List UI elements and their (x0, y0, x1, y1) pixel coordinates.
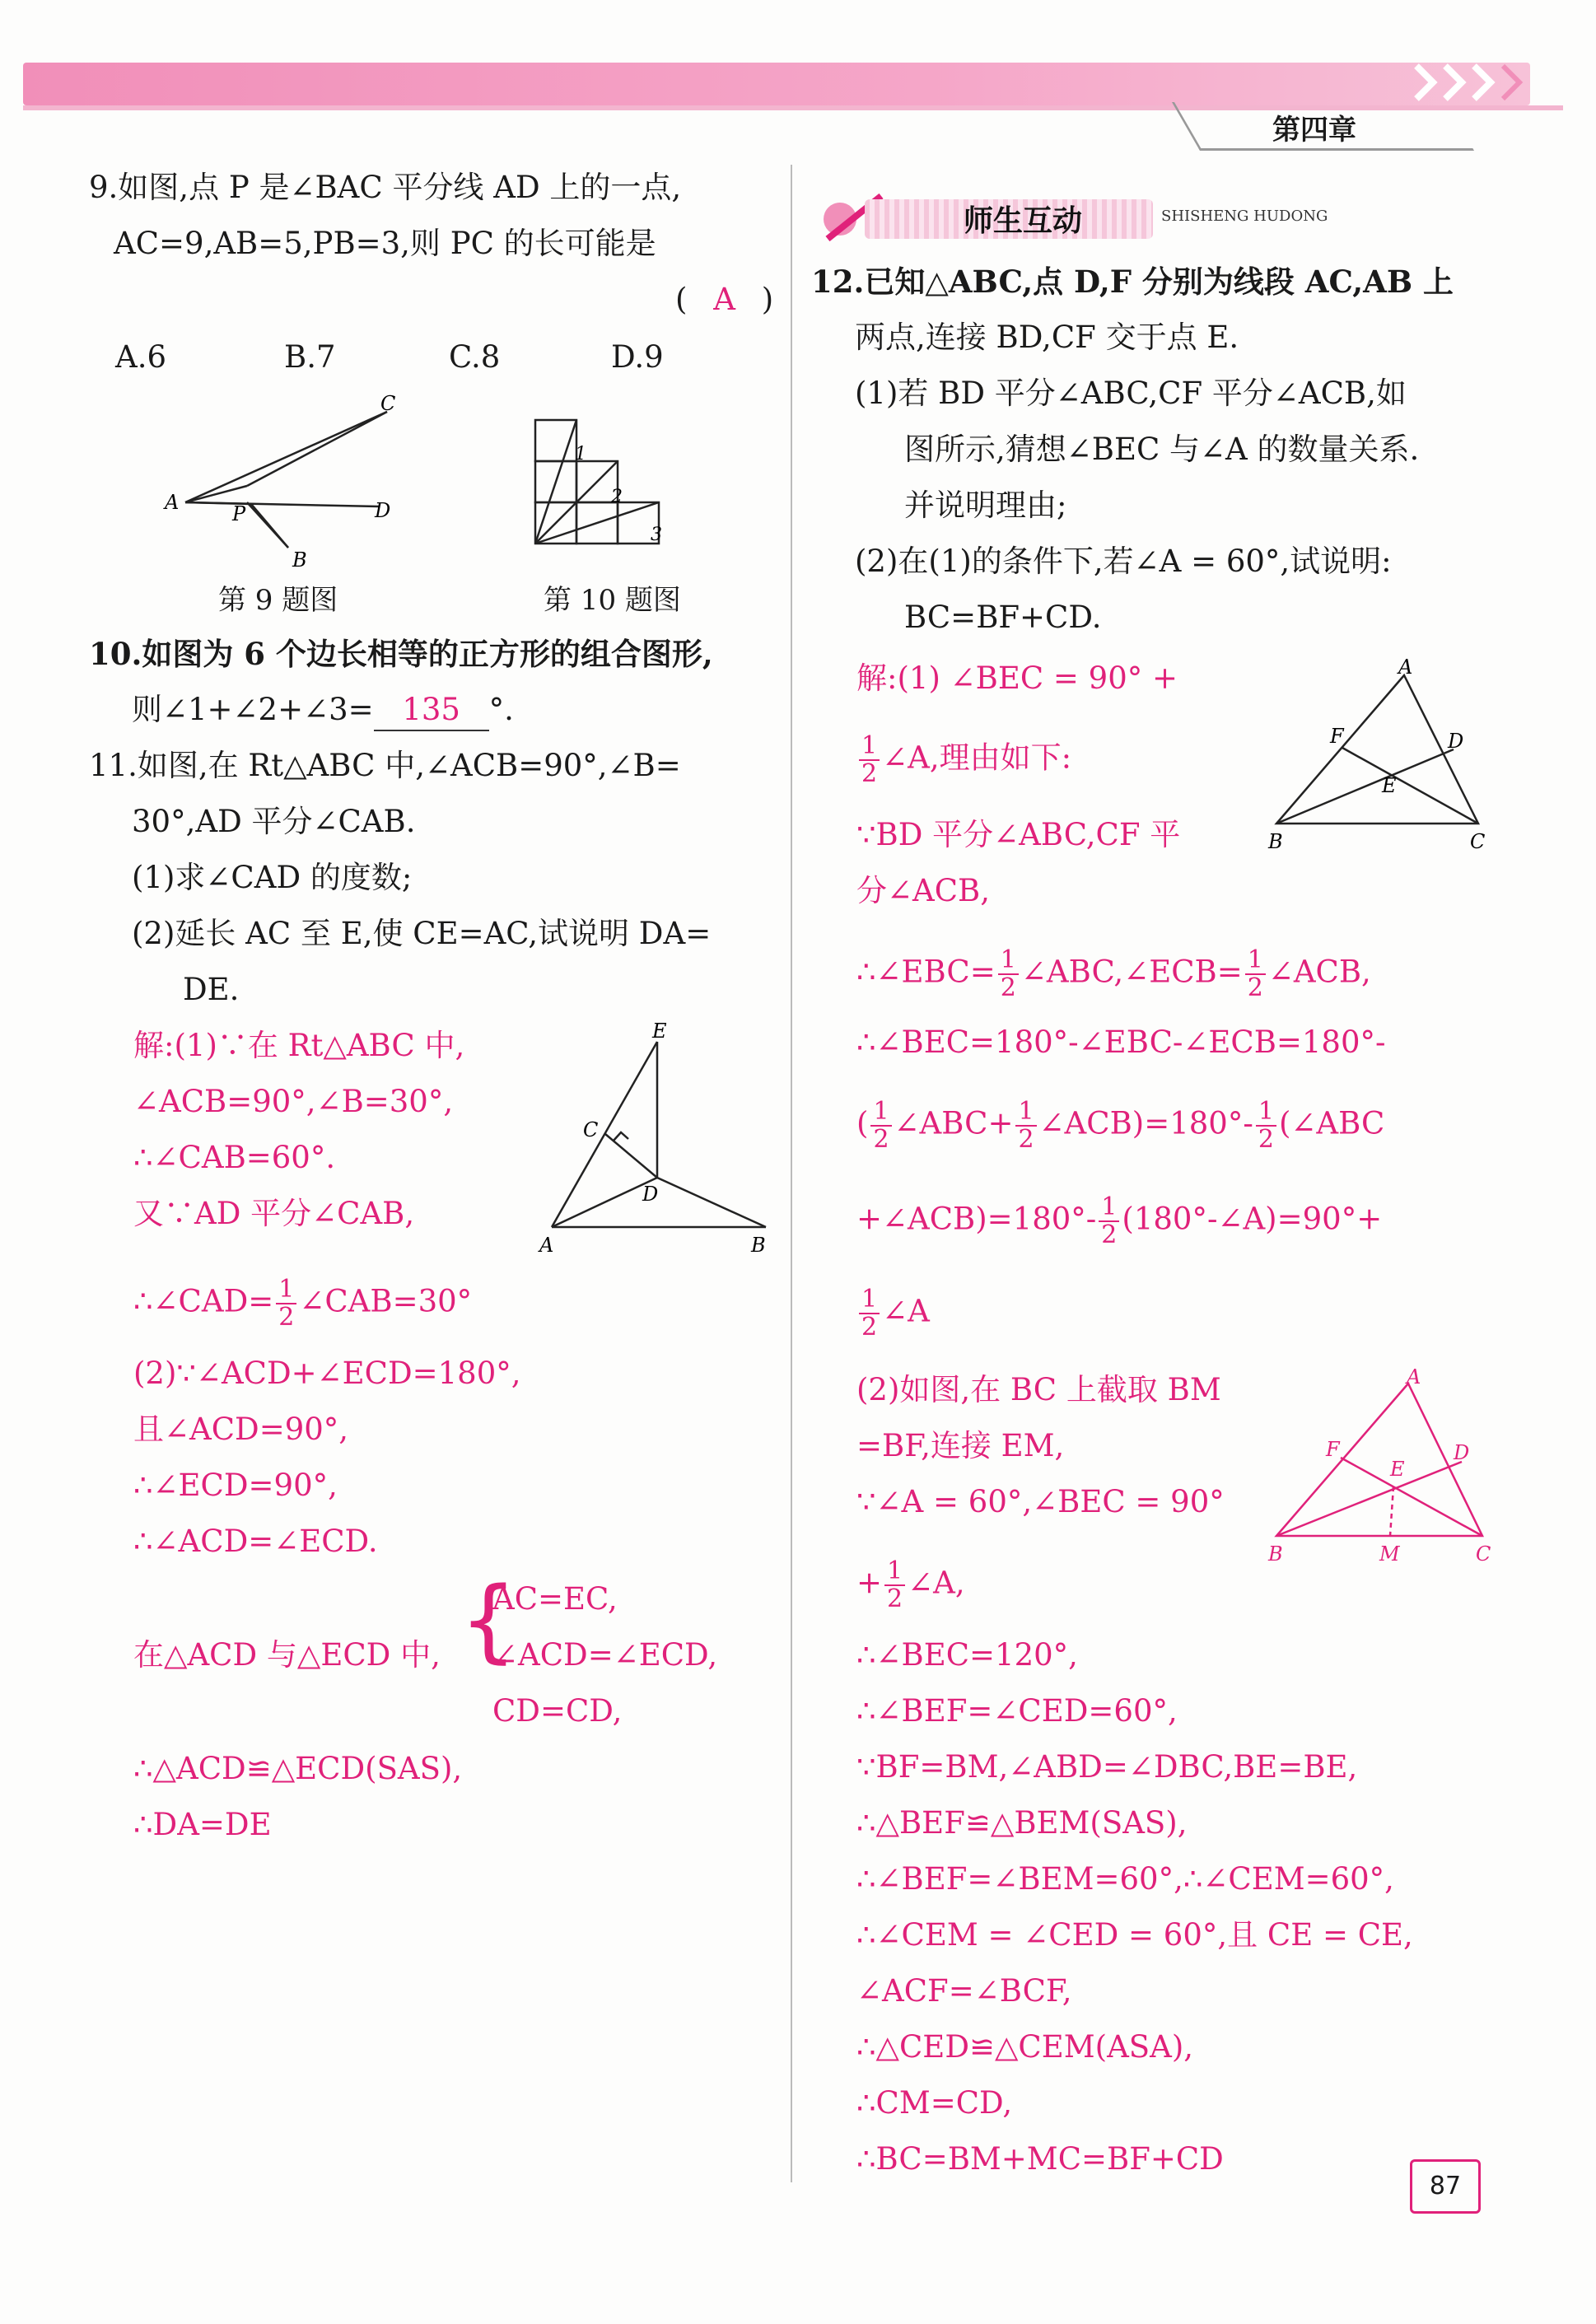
q12-sol-3: ∵BD 平分∠ABC,CF 平 (856, 817, 1181, 852)
q12-sol-13-pre: + (856, 1565, 883, 1601)
q11-sol-5 (133, 1276, 472, 1331)
q9-label-d: D (375, 499, 391, 522)
q12-fig1-label-b: B (1268, 830, 1283, 853)
q10-fig-caption: 第 10 题图 (544, 584, 681, 617)
section-header (815, 189, 1342, 247)
q9-fig-caption: 第 9 题图 (218, 584, 338, 617)
q9-answer: A (713, 282, 735, 317)
q11-line5: DE. (183, 972, 240, 1007)
frac-den: 2 (873, 1125, 889, 1154)
q10-angle-2: 2 (611, 487, 623, 507)
q12-fig2-label-c: C (1476, 1542, 1491, 1566)
q12-line4: 图所示,猜想∠BEC 与∠A 的数量关系. (904, 432, 1420, 467)
q12-sol-6: ∴∠BEC=180°-∠EBC-∠ECB=180°- (856, 1024, 1386, 1060)
q11-sol-12: ∴DA=DE (133, 1807, 272, 1842)
q12-sol-5-c: ∠ACB, (1267, 954, 1371, 990)
q12-fig2-label-m: M (1379, 1542, 1400, 1566)
frac-num: 1 (1015, 1099, 1036, 1127)
q9-answer-row (675, 280, 773, 320)
q12-sol-2 (856, 733, 1071, 787)
frac-num: 1 (1099, 1194, 1119, 1222)
frac-num: 1 (884, 1558, 905, 1586)
q12-sol-16: ∵BF=BM,∠ABD=∠DBC,BE=BE, (856, 1749, 1358, 1785)
q12-sol-8 (856, 1194, 1382, 1248)
q9-option-d: D.9 (611, 339, 664, 375)
q11-sol-10-pre: 在△ACD 与△ECD 中, (133, 1637, 441, 1673)
q11-sol-1: 解:(1)∵在 Rt△ABC 中, (133, 1028, 465, 1063)
header-arrows-icon (1400, 58, 1532, 107)
q11-figure (535, 1021, 782, 1260)
q12-sol-13-post: ∠A, (908, 1565, 965, 1601)
q12-line5: 并说明理由; (904, 488, 1067, 523)
q12-line2: 两点,连接 BD,CF 交于点 E. (855, 320, 1239, 355)
q12-fig1-label-d: D (1448, 730, 1464, 753)
q9-label-b: B (292, 548, 307, 572)
q12-sol-7-a: ( (856, 1105, 869, 1141)
frac-den: 2 (1000, 973, 1016, 1002)
q12-sol-7-c: ∠ACB)=180°- (1038, 1105, 1253, 1141)
q12-sol-11: =BF,连接 EM, (856, 1428, 1065, 1463)
q11-sol-9: ∴∠ACD=∠ECD. (133, 1524, 378, 1559)
q12-fig1-label-c: C (1470, 830, 1486, 853)
q11-sol-10-c: CD=CD, (492, 1693, 623, 1729)
q10-line2 (132, 690, 514, 731)
q11-label-e: E (652, 1021, 667, 1043)
q9-figure (156, 387, 420, 585)
q12-fig1-label-e: E (1382, 774, 1397, 797)
q12-sol-2-num: 1 (859, 733, 880, 761)
q11-sol-11: ∴△ACD≌△ECD(SAS), (133, 1751, 463, 1786)
q12-line7: BC=BF+CD. (904, 600, 1102, 635)
q10-angle-1: 1 (575, 444, 586, 464)
q12-figure-1 (1260, 651, 1491, 856)
section-title: 师生互动 (964, 204, 1083, 238)
q12-sol-7 (856, 1099, 1384, 1153)
q10-line1: 10.如图为 6 个边长相等的正方形的组合图形, (89, 636, 713, 672)
q9-label-p: P (232, 502, 246, 525)
q12-sol-5-frac2 (1245, 947, 1266, 1001)
q12-sol-7-d: (∠ABC (1278, 1105, 1385, 1141)
q12-sol-5 (856, 947, 1371, 1001)
q10-angle-3: 3 (651, 525, 662, 545)
q12-sol-2-den: 2 (861, 759, 878, 788)
q12-fig2-label-e: E (1390, 1458, 1405, 1481)
q12-sol-13-frac (884, 1558, 905, 1612)
q12-sol-8-a: +∠ACB)=180°- (856, 1201, 1097, 1237)
frac-den: 2 (1258, 1125, 1274, 1154)
frac-den: 2 (1018, 1125, 1034, 1154)
q11-label-b: B (751, 1234, 766, 1257)
column-divider (791, 165, 792, 2182)
q12-sol-13 (856, 1558, 965, 1612)
q9-label-a: A (165, 491, 180, 514)
q12-sol-1: 解:(1) ∠BEC = 90° + (856, 660, 1178, 696)
q12-sol-2-post: ∠A,理由如下: (882, 740, 1072, 776)
q11-sol-8: ∴∠ECD=90°, (133, 1468, 338, 1503)
q12-sol-5-b: ∠ABC,∠ECB= (1020, 954, 1243, 990)
q11-sol-5-num: 1 (276, 1276, 296, 1304)
q12-sol-15: ∴∠BEF=∠CED=60°, (856, 1693, 1178, 1729)
q11-line2: 30°,AD 平分∠CAB. (132, 804, 416, 839)
q10-line2-suffix: °. (488, 692, 514, 727)
q12-line1: 12.已知△ABC,点 D,F 分别为线段 AC,AB 上 (811, 264, 1454, 300)
q12-line3: (1)若 BD 平分∠ABC,CF 平分∠ACB,如 (855, 376, 1407, 411)
q11-line3: (1)求∠CAD 的度数; (132, 860, 413, 895)
q12-sol-5-frac1 (998, 947, 1019, 1001)
q12-fig2-label-b: B (1268, 1542, 1283, 1566)
q9-paren-close: ) (761, 282, 774, 317)
q11-sol-5-pre: ∴∠CAD= (133, 1283, 274, 1319)
q11-sol-5-post: ∠CAB=30° (299, 1283, 473, 1319)
frac-den: 2 (887, 1584, 903, 1613)
q10-line2-prefix: 则∠1+∠2+∠3= (132, 692, 374, 727)
q11-line4: (2)延长 AC 至 E,使 CE=AC,试说明 DA= (132, 916, 712, 951)
q12-sol-7-frac1 (870, 1099, 891, 1153)
q12-sol-7-frac3 (1256, 1099, 1276, 1153)
q12-figure-2 (1260, 1359, 1499, 1573)
q12-sol-17: ∴△BEF≌△BEM(SAS), (856, 1805, 1188, 1841)
q11-sol-7: 且∠ACD=90°, (133, 1412, 349, 1447)
frac-num: 1 (859, 1286, 880, 1314)
q12-sol-10: (2)如图,在 BC 上截取 BM (856, 1372, 1221, 1407)
q11-line1: 11.如图,在 Rt△ABC 中,∠ACB=90°,∠B= (89, 748, 681, 783)
q12-fig2-label-f: F (1326, 1438, 1340, 1461)
frac-den: 2 (1101, 1220, 1118, 1249)
q12-sol-7-b: ∠ABC+ (894, 1105, 1014, 1141)
q12-sol-8-b: (180°-∠A)=90°+ (1122, 1201, 1383, 1237)
q11-sol-2: ∠ACB=90°,∠B=30°, (133, 1084, 454, 1119)
frac-num: 1 (870, 1099, 891, 1127)
q10-figure (527, 412, 708, 576)
q11-sol-5-den: 2 (278, 1303, 295, 1332)
frac-den: 2 (861, 1313, 878, 1342)
q9-paren-open: ( (675, 282, 688, 317)
q12-sol-9 (856, 1286, 930, 1341)
q12-sol-21: ∴△CED≌△CEM(ASA), (856, 2029, 1194, 2065)
q12-sol-12: ∵∠A = 60°,∠BEC = 90° (856, 1484, 1225, 1519)
q9-option-b: B.7 (284, 339, 336, 375)
frac-num: 1 (1256, 1099, 1276, 1127)
frac-den: 2 (1247, 973, 1263, 1002)
q11-label-d: D (642, 1183, 659, 1206)
q11-sol-4: 又∵AD 平分∠CAB, (133, 1196, 415, 1231)
frac-num: 1 (1245, 947, 1266, 975)
q12-sol-4: 分∠ACB, (856, 873, 990, 908)
q12-sol-20: ∠ACF=∠BCF, (856, 1973, 1072, 2009)
q12-sol-19: ∴∠CEM = ∠CED = 60°,且 CE = CE, (856, 1917, 1413, 1953)
q12-fig1-label-a: A (1398, 656, 1413, 679)
q9-line1: 9.如图,点 P 是∠BAC 平分线 AD 上的一点, (89, 170, 682, 205)
section-subtitle: SHISHENG HUDONG (1161, 208, 1328, 225)
q11-brace: { (460, 1567, 517, 1673)
q12-sol-22: ∴CM=CD, (856, 2085, 1013, 2121)
q12-sol-8-frac (1099, 1194, 1119, 1248)
q12-sol-7-frac2 (1015, 1099, 1036, 1153)
q12-sol-18: ∴∠BEF=∠BEM=60°,∴∠CEM=60°, (856, 1861, 1394, 1897)
q11-label-c: C (583, 1118, 599, 1141)
q11-label-a: A (539, 1234, 554, 1257)
q12-line6: (2)在(1)的条件下,若∠A = 60°,试说明: (855, 544, 1392, 579)
q12-sol-5-a: ∴∠EBC= (856, 954, 996, 990)
q11-sol-6: (2)∵∠ACD+∠ECD=180°, (133, 1356, 521, 1391)
q11-sol-10-b: ∠ACD=∠ECD, (492, 1637, 718, 1673)
q12-sol-9-text: ∠A (882, 1293, 930, 1329)
chapter-title: 第四章 (1272, 114, 1356, 147)
q11-sol-3: ∴∠CAB=60°. (133, 1140, 336, 1175)
frac-num: 1 (998, 947, 1019, 975)
q11-sol-10-a: AC=EC, (492, 1581, 618, 1617)
q9-option-a: A.6 (115, 339, 167, 375)
q12-sol-9-frac (859, 1286, 880, 1341)
q9-option-c: C.8 (449, 339, 501, 375)
page-number: 87 (1410, 2159, 1481, 2214)
q11-sol-5-frac (276, 1276, 296, 1331)
header-band (23, 63, 1530, 105)
q12-sol-2-frac (859, 733, 880, 787)
q9-label-c: C (380, 392, 396, 415)
q12-sol-14: ∴∠BEC=120°, (856, 1637, 1078, 1673)
q12-fig2-label-a: A (1407, 1365, 1421, 1388)
q10-answer: 135 (374, 690, 489, 731)
q12-fig1-label-f: F (1330, 725, 1344, 748)
q12-sol-23: ∴BC=BM+MC=BF+CD (856, 2141, 1224, 2177)
q9-line2: AC=9,AB=5,PB=3,则 PC 的长可能是 (114, 226, 656, 261)
q12-fig2-label-d: D (1454, 1441, 1470, 1464)
